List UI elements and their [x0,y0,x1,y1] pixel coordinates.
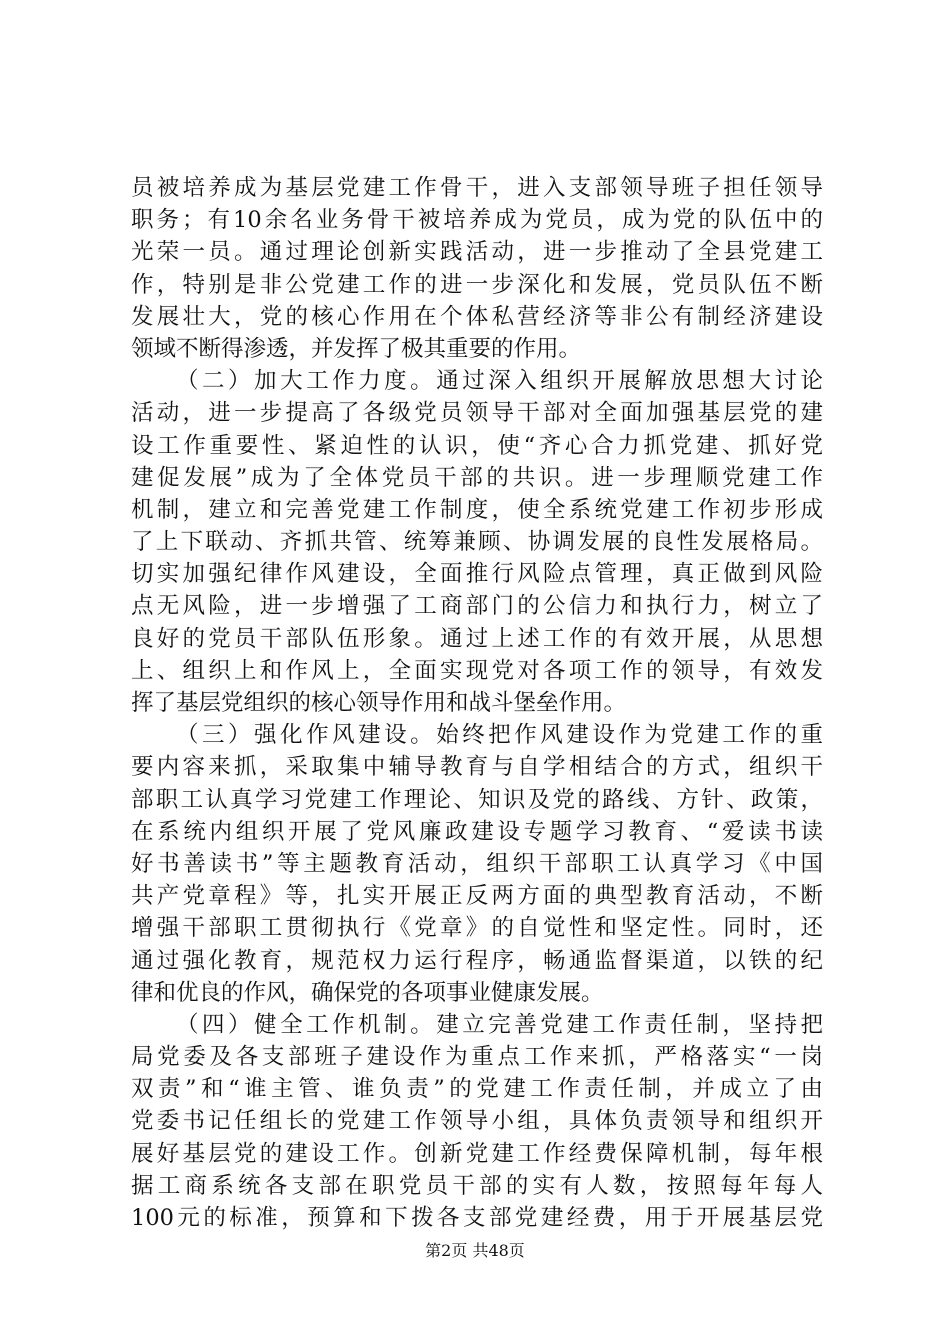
text-line: 领域不断得渗透，并发挥了极其重要的作用。 [131,335,582,362]
text-line: 了上下联动、齐抓共管、统筹兼顾、协调发展的良性发展格局。 [131,529,823,556]
page-number-footer: 第2页 共48页 [425,1241,525,1260]
text-line: 建促发展”成为了全体党员干部的共识。进一步理顺党建工作 [131,464,823,491]
text-line: 部职工认真学习党建工作理论、知识及党的路线、方针、政策， [131,786,823,813]
text-line: 光荣一员。通过理论创新实践活动，进一步推动了全县党建工 [131,239,823,266]
text-line: 切实加强纪律作风建设，全面推行风险点管理，真正做到风险 [131,561,823,588]
text-line: 据工商系统各支部在职党员干部的实有人数，按照每年每人 [131,1172,823,1199]
text-line: 员被培养成为基层党建工作骨干，进入支部领导班子担任领导 [131,175,823,201]
text-line: 在系统内组织开展了党风廉政建设专题学习教育、“爱读书读 [131,818,823,845]
text-line: 好书善读书”等主题教育活动，组织干部职工认真学习《中国 [131,850,823,877]
text-line: 发展壮大，党的核心作用在个体私营经济等非公有制经济建设 [131,303,823,330]
section-heading-line: （四）健全工作机制。建立完善党建工作责任制，坚持把 [176,1011,823,1038]
text-line: 良好的党员干部队伍形象。通过上述工作的有效开展，从思想 [131,625,823,652]
section-heading-line: （二）加大工作力度。通过深入组织开展解放思想大讨论 [176,368,823,395]
text-line: 要内容来抓，采取集中辅导教育与自学相结合的方式，组织干 [131,754,823,781]
body-text [131,172,823,1234]
text-line: 党委书记任组长的党建工作领导小组，具体负责领导和组织开 [131,1108,823,1135]
text-line: 上、组织上和作风上，全面实现党对各项工作的领导，有效发 [131,657,823,684]
text-line: 100元的标准，预算和下拨各支部党建经费，用于开展基层党 [131,1205,823,1231]
text-line: 挥了基层党组织的核心领导作用和战斗堡垒作用。 [131,690,627,716]
text-line: 通过强化教育，规范权力运行程序，畅通监督渠道，以铁的纪 [131,947,823,974]
text-line: 双责”和“谁主管、谁负责”的党建工作责任制，并成立了由 [131,1076,823,1103]
text-line: 律和优良的作风，确保党的各项事业健康发展。 [131,979,604,1006]
text-line: 局党委及各支部班子建设作为重点工作来抓，严格落实“一岗 [131,1044,823,1071]
text-line: 展好基层党的建设工作。创新党建工作经费保障机制，每年根 [131,1140,823,1167]
text-line: 共产党章程》等，扎实开展正反两方面的典型教育活动，不断 [131,883,823,910]
text-line: 职务；有10余名业务骨干被培养成为党员，成为党的队伍中的 [131,207,823,234]
section-heading-line: （三）强化作风建设。始终把作风建设作为党建工作的重 [176,722,823,749]
text-line: 增强干部职工贯彻执行《党章》的自觉性和坚定性。同时，还 [131,915,823,942]
text-line: 设工作重要性、紧迫性的认识，使“齐心合力抓党建、抓好党 [131,432,823,459]
text-line: 点无风险，进一步增强了工商部门的公信力和执行力，树立了 [131,593,823,620]
text-line: 活动，进一步提高了各级党员领导干部对全面加强基层党的建 [131,400,823,427]
text-line: 作，特别是非公党建工作的进一步深化和发展，党员队伍不断 [131,271,823,298]
text-line: 机制，建立和完善党建工作制度，使全系统党建工作初步形成 [131,496,823,523]
